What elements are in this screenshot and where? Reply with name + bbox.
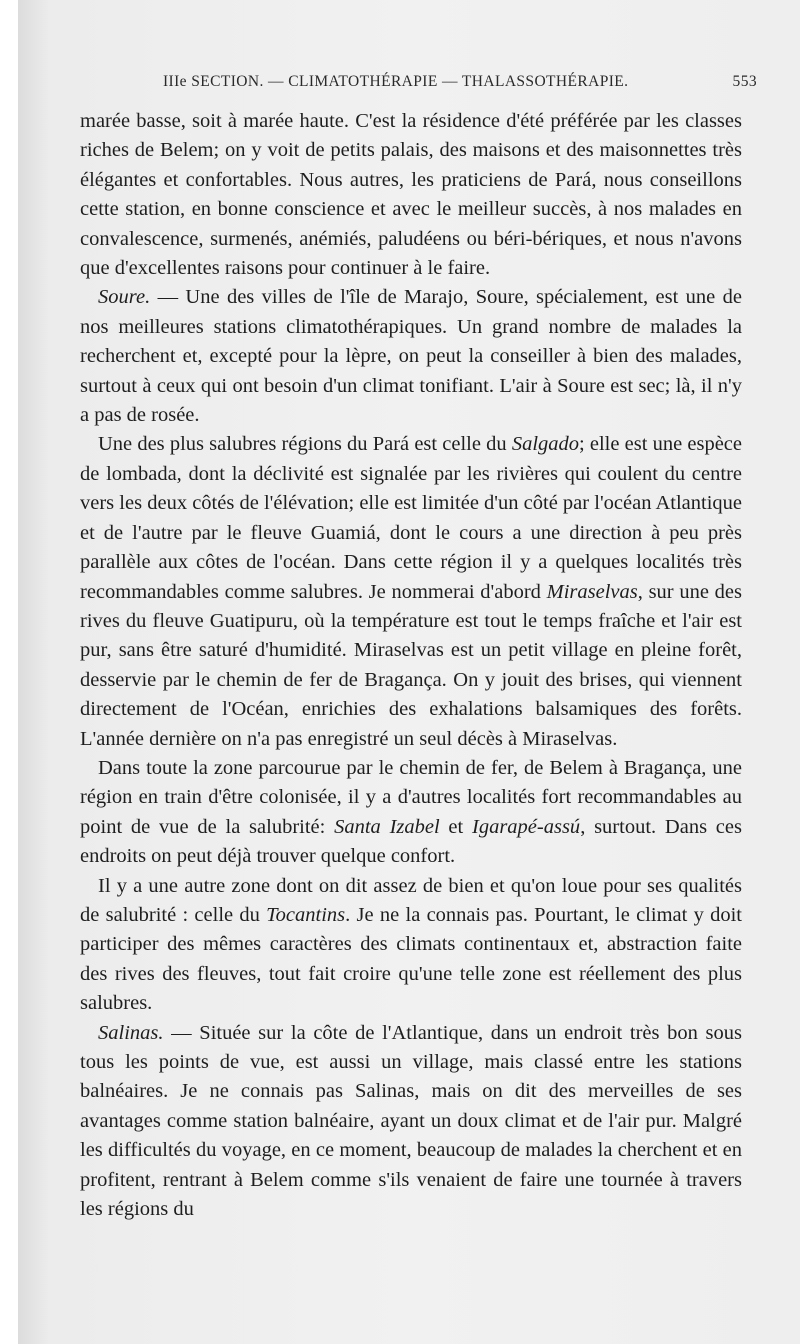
body-text: [80, 107, 742, 1224]
text-run: — Située sur la côte de l'Atlantique, dans un endroit très bon sous tous les points de vue, est aussi un village, mais classé entre les stations balnéaires. Je ne connais pas Salinas, mais on dit des merveilles de ses avantages comme station balnéaire, ayant un doux climat et de l'air pur. Malgré les difficultés du voyage, en ce moment, beaucoup de malades la cherchent et en profitent, rentrant à Belem comme s'ils venaient de faire une tournée à travers les régions du: [80, 1021, 742, 1221]
text-run: Il y a une autre zone dont on dit assez de bien et qu'on loue pour ses qualités de salubrité : celle du: [80, 874, 742, 926]
page-number: 553: [732, 73, 757, 90]
place-name-italic: Santa Izabel: [334, 815, 440, 838]
running-title: IIIe SECTION. — CLIMATOTHÉRAPIE — THALASSOTHÉRAPIE.: [163, 73, 629, 90]
paragraph-tocantins: [80, 872, 742, 1019]
paragraph-soure: [80, 283, 742, 430]
text-run: , sur une des rives du fleuve Guatipuru, où la température est tout le temps fraîche et l'air est pur, sans être saturé d'humidité. Miraselvas est un petit village en pleine forêt, desservie par le chemin de fer de Bragança. On y jouit des brises, qui viennent directement de l'Océan, enrichies des exhalations balsamiques des forêts. L'année dernière on n'a pas enregistré un seul décès à Miraselvas.: [80, 580, 742, 750]
place-name-italic: Igarapé-assú: [472, 815, 581, 838]
text-run: ; elle est une espèce de lombada, dont la déclivité est signalée par les rivières qui coulent du centre vers les deux côtés de l'élévation; elle est limitée d'un côté par l'océan Atlantique et de l'autre par le fleuve Guamiá, dont le cours a une direction à peu près parallèle aux côtes de l'océan. Dans cette région il y a quelques localités très recommandables comme salubres. Je nommerai d'abord: [80, 433, 742, 603]
text-run: — Une des villes de l'île de Marajo, Soure, spécialement, est une de nos meilleures stations climatothérapiques. Un grand nombre de malades la recherchent et, excepté pour la lèpre, on peut la conseiller à bien des malades, surtout à ceux qui ont besoin d'un climat tonifiant. L'air à Soure est sec; là, il n'y a pas de rosée.: [80, 286, 742, 427]
running-header: [163, 73, 757, 91]
place-name-italic: Soure.: [98, 286, 151, 309]
paragraph-braganca: [80, 754, 742, 872]
text-run: marée basse, soit à marée haute. C'est la résidence d'été préférée par les classes riches de Belem; on y voit de petits palais, des maisons et des maisonnettes très élégantes et confortables. Nous autres, les praticiens de Pará, nous conseillons cette station, en bonne conscience et avec le meilleur succès, à nos malades en convalescence, surmenés, anémiés, paludéens ou béri-bériques, et nous n'avons que d'excellentes raisons pour continuer à le faire.: [80, 110, 742, 280]
place-name-italic: Salgado: [511, 433, 580, 456]
paragraph-1: [80, 107, 742, 283]
place-name-italic: Tocantins: [266, 903, 346, 926]
paragraph-salinas: [80, 1019, 742, 1225]
paragraph-salgado: [80, 430, 742, 753]
book-page: [18, 0, 800, 1344]
place-name-italic: Miraselvas: [546, 580, 638, 603]
text-run: et: [439, 815, 472, 838]
text-run: Une des plus salubres régions du Pará est celle du: [98, 433, 512, 456]
text-run: . Je ne la connais pas. Pourtant, le climat y doit participer des mêmes caractères des climats continentaux et, abstraction faite des rives des fleuves, tout fait croire qu'une telle zone est réellement des plus salubres.: [80, 903, 742, 1015]
text-run: , surtout. Dans ces endroits on peut déjà trouver quelque confort.: [80, 815, 742, 868]
text-run: Dans toute la zone parcourue par le chemin de fer, de Belem à Bragança, une région en train d'être colonisée, il y a d'autres localités fort recommandables au point de vue de la salubrité:: [80, 756, 742, 838]
place-name-italic: Salinas.: [98, 1021, 164, 1044]
